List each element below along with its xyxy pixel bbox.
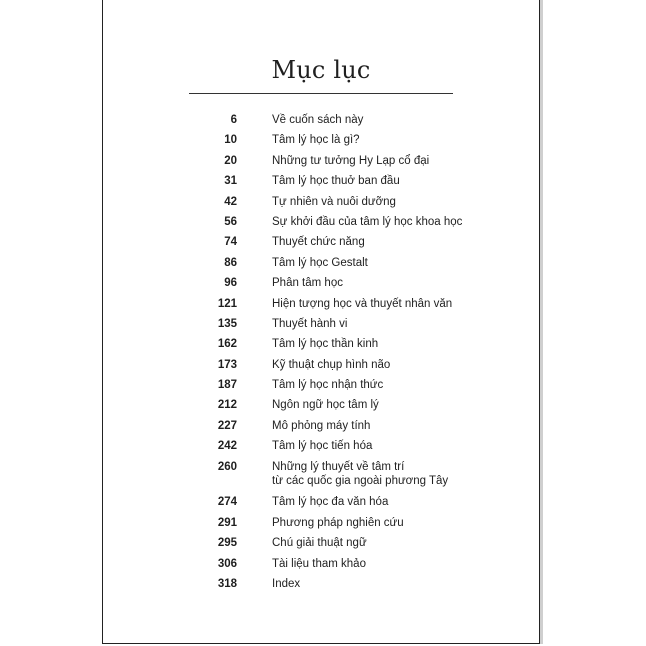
toc-chapter-title-line: Tự nhiên và nuôi dưỡng — [272, 195, 396, 208]
toc-entry — [103, 174, 539, 194]
toc-chapter-title — [272, 297, 522, 311]
table-of-contents — [103, 113, 539, 597]
toc-chapter-title — [272, 419, 522, 433]
toc-entry — [103, 113, 539, 133]
toc-chapter-title — [272, 577, 522, 591]
toc-page-number: 242 — [217, 440, 237, 453]
toc-page-number: 295 — [217, 537, 237, 550]
toc-chapter-title-line: Index — [272, 577, 301, 590]
page-edge-shadow — [540, 0, 543, 644]
toc-chapter-title-line: Tâm lý học thần kinh — [272, 338, 379, 351]
toc-chapter-title — [272, 398, 522, 412]
toc-entry — [103, 256, 539, 276]
toc-chapter-title-line: Về cuốn sách này — [272, 114, 364, 126]
toc-chapter-title — [272, 215, 522, 229]
toc-chapter-title — [272, 495, 522, 509]
toc-entry — [103, 154, 539, 174]
toc-page-number: 306 — [217, 557, 237, 570]
toc-page-number: 74 — [224, 236, 237, 249]
toc-page-number: 10 — [224, 134, 237, 147]
toc-chapter-title — [272, 439, 522, 453]
toc-page-number: 42 — [224, 195, 237, 208]
toc-page-number: 162 — [217, 338, 237, 351]
toc-chapter-title — [272, 154, 522, 168]
toc-page-number: 260 — [217, 460, 237, 473]
toc-entry — [103, 317, 539, 337]
toc-page-number: 121 — [217, 297, 237, 310]
toc-page-number: 227 — [217, 419, 237, 432]
toc-chapter-title — [272, 113, 522, 127]
toc-chapter-title-line: Những lý thuyết về tâm trí — [272, 460, 405, 473]
toc-page-number: 96 — [224, 277, 237, 290]
toc-chapter-title — [272, 358, 522, 372]
toc-chapter-title-line: Tâm lý học nhận thức — [272, 379, 384, 392]
toc-chapter-title — [272, 317, 522, 331]
toc-chapter-title — [272, 460, 522, 488]
toc-entry — [103, 419, 539, 439]
toc-chapter-title — [272, 133, 522, 147]
toc-entry — [103, 337, 539, 357]
toc-chapter-title-line: Phân tâm học — [272, 277, 343, 290]
toc-page-number: 291 — [217, 516, 237, 529]
toc-entry — [103, 378, 539, 398]
toc-chapter-title-line: Mô phỏng máy tính — [272, 419, 371, 432]
toc-chapter-title-line: Tâm lý học Gestalt — [272, 256, 368, 269]
toc-chapter-title-line: Tài liệu tham khảo — [272, 557, 366, 570]
toc-chapter-title-line: Tâm lý học tiến hóa — [272, 440, 373, 453]
toc-entry — [103, 276, 539, 296]
toc-entry — [103, 495, 539, 515]
toc-chapter-title-line: Tâm lý học đa văn hóa — [272, 496, 389, 509]
toc-entry — [103, 460, 539, 496]
toc-page-number: 56 — [224, 215, 237, 228]
toc-page-number: 31 — [224, 175, 237, 188]
toc-chapter-title — [272, 557, 522, 571]
toc-chapter-title — [272, 195, 522, 209]
toc-page-number: 318 — [217, 577, 237, 590]
toc-chapter-title-line: Sự khởi đầu của tâm lý học khoa học — [272, 215, 463, 228]
toc-chapter-title-line: Ngôn ngữ học tâm lý — [272, 399, 379, 412]
toc-chapter-title-line: Thuyết hành vi — [272, 317, 348, 330]
toc-entry — [103, 133, 539, 153]
toc-entry — [103, 557, 539, 577]
toc-chapter-title-line: từ các quốc gia ngoài phương Tây — [272, 474, 449, 487]
toc-chapter-title-line: Kỹ thuật chụp hình não — [272, 358, 391, 371]
title-divider — [189, 93, 453, 94]
toc-chapter-title-line: Chú giải thuật ngữ — [272, 537, 367, 550]
toc-chapter-title — [272, 256, 522, 270]
toc-chapter-title — [272, 235, 522, 249]
toc-page-number: 6 — [230, 114, 237, 126]
toc-chapter-title — [272, 536, 522, 550]
toc-entry — [103, 215, 539, 235]
toc-entry — [103, 577, 539, 597]
toc-chapter-title-line: Những tư tưởng Hy Lạp cổ đại — [272, 154, 430, 167]
toc-page-number: 135 — [217, 317, 237, 330]
toc-entry — [103, 516, 539, 536]
toc-page-number: 187 — [217, 379, 237, 392]
toc-entry — [103, 297, 539, 317]
toc-page-number: 173 — [217, 358, 237, 371]
toc-chapter-title — [272, 337, 522, 351]
page-title: Mục lục — [271, 56, 371, 84]
toc-entry — [103, 235, 539, 255]
toc-entry — [103, 195, 539, 215]
toc-page-number: 212 — [217, 399, 237, 412]
toc-page-number: 274 — [217, 496, 237, 509]
toc-chapter-title-line: Tâm lý học là gì? — [272, 134, 360, 147]
toc-page-number: 20 — [224, 154, 237, 167]
toc-entry — [103, 536, 539, 556]
toc-chapter-title-line: Hiện tượng học và thuyết nhân văn — [272, 297, 453, 310]
toc-chapter-title — [272, 516, 522, 530]
toc-entry — [103, 358, 539, 378]
toc-chapter-title-line: Thuyết chức năng — [272, 236, 365, 249]
toc-chapter-title-line: Phương pháp nghiên cứu — [272, 516, 404, 529]
toc-chapter-title — [272, 378, 522, 392]
toc-chapter-title — [272, 174, 522, 188]
toc-page-number: 86 — [224, 256, 237, 269]
book-page — [102, 0, 540, 644]
toc-chapter-title-line: Tâm lý học thuở ban đầu — [272, 175, 400, 188]
toc-chapter-title — [272, 276, 522, 290]
toc-entry — [103, 439, 539, 459]
toc-entry — [103, 398, 539, 418]
